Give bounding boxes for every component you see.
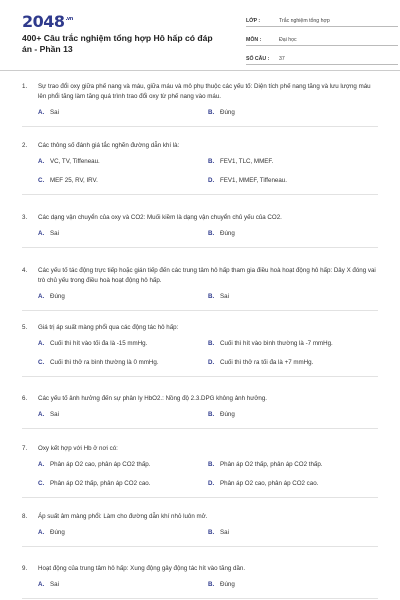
option-letter: B. [208, 230, 215, 238]
option-letter: B. [208, 158, 215, 166]
answer-options [22, 229, 378, 239]
question-text [22, 141, 378, 151]
option-letter: A. [38, 581, 45, 589]
question-number: 9. [22, 565, 28, 572]
option-text: VC, TV, Tiffeneau. [50, 158, 100, 166]
option-text: Cuối thì hít vào bình thường là -7 mmHg. [220, 340, 333, 348]
option-text: Đúng [50, 293, 65, 301]
question-body: Oxy kết hợp với Hb ở nơi có: [38, 445, 118, 452]
question-item [22, 266, 378, 311]
option-letter: D. [208, 359, 215, 367]
answer-options [22, 580, 378, 590]
answer-option[interactable] [38, 479, 208, 489]
answer-option[interactable] [38, 292, 208, 302]
question-body: Các thông số đánh giá tắc nghẽn đường dẫn khí là: [38, 142, 180, 149]
option-text: Sai [50, 109, 59, 117]
question-item [22, 444, 378, 498]
question-text [22, 266, 378, 286]
option-text: Đúng [220, 109, 235, 117]
question-body: Các yếu tố tác động trực tiếp hoặc gián tiếp đến các trung tâm hô hấp tham gia điều hoà hoạt động hô hấp: Dây X đóng vai trò chủ yếu trong điều hoà hoạt động hô hấp. [38, 267, 376, 285]
question-number: 4. [22, 267, 28, 274]
answer-option[interactable] [38, 460, 208, 470]
answer-option[interactable] [38, 528, 208, 538]
option-text: Sai [50, 581, 59, 589]
question-body: Hoạt động của trung tâm hô hấp: Xung động gây động tác hít vào tăng dần. [38, 565, 246, 572]
answer-option[interactable] [38, 358, 208, 368]
question-text [22, 82, 378, 102]
answer-option[interactable] [38, 176, 208, 186]
meta-row [246, 12, 398, 27]
option-text: Đúng [50, 529, 65, 537]
site-logo[interactable] [22, 12, 73, 31]
answer-option[interactable] [38, 410, 208, 420]
option-letter: C. [38, 480, 45, 488]
option-text: Phân áp O2 thấp, phân áp CO2 thấp. [220, 461, 323, 469]
option-text: MEF 25, RV, IRV. [50, 177, 98, 185]
question-text [22, 323, 378, 333]
question-body: Các dạng vận chuyển của oxy và CO2: Muối kiềm là dạng vận chuyển chủ yếu của CO2. [38, 214, 282, 221]
answer-option[interactable] [38, 157, 208, 167]
option-text: Phân áp O2 thấp, phân áp CO2 cao. [50, 480, 151, 488]
answer-option[interactable] [208, 528, 378, 538]
answer-options [22, 108, 378, 118]
page-header [22, 0, 378, 64]
question-item [22, 564, 378, 599]
option-letter: B. [208, 411, 215, 419]
option-text: Đúng [220, 581, 235, 589]
answer-options [22, 157, 378, 186]
option-text: Đúng [220, 411, 235, 419]
answer-option[interactable] [208, 580, 378, 590]
option-text: Sai [220, 293, 229, 301]
answer-options [22, 339, 378, 368]
logo-suffix: .vn [65, 16, 73, 22]
question-number: 3. [22, 214, 28, 221]
answer-option[interactable] [208, 176, 378, 186]
meta-label: LỚP : [246, 18, 261, 24]
option-text: Phân áp O2 cao, phân áp CO2 thấp. [50, 461, 151, 469]
question-text [22, 444, 378, 454]
question-item [22, 82, 378, 127]
option-letter: B. [208, 529, 215, 537]
option-letter: D. [208, 177, 215, 185]
question-body: Áp suất âm màng phổi: Làm cho đường dẫn khí nhỏ luôn mở. [38, 513, 208, 520]
option-letter: D. [208, 480, 215, 488]
meta-row [246, 31, 398, 46]
question-body: Giá trị áp suất màng phổi qua các động tác hô hấp: [38, 324, 179, 331]
question-number: 1. [22, 83, 28, 90]
meta-info [246, 12, 398, 69]
option-letter: B. [208, 581, 215, 589]
option-letter: C. [38, 359, 45, 367]
answer-option[interactable] [38, 229, 208, 239]
option-letter: B. [208, 340, 215, 348]
question-item [22, 512, 378, 547]
option-letter: A. [38, 158, 45, 166]
option-letter: A. [38, 529, 45, 537]
option-text: Cuối thì thở ra tối đa là +7 mmHg. [220, 359, 314, 367]
option-text: Sai [220, 529, 229, 537]
question-text [22, 564, 378, 574]
question-body: Các yếu tố ảnh hưởng đến sự phân ly HbO2.: Nồng độ 2.3.DPG không ảnh hưởng. [38, 395, 267, 402]
answer-options [22, 528, 378, 538]
answer-option[interactable] [208, 157, 378, 167]
logo-text: 2048 [22, 12, 65, 31]
option-text: Đúng [220, 230, 235, 238]
answer-option[interactable] [208, 108, 378, 118]
option-letter: A. [38, 461, 45, 469]
answer-options [22, 460, 378, 489]
meta-label: SỐ CÂU : [246, 56, 270, 62]
option-text: Phân áp O2 cao, phân áp CO2 cao. [220, 480, 319, 488]
option-letter: A. [38, 411, 45, 419]
option-letter: A. [38, 109, 45, 117]
meta-label: MÔN : [246, 37, 262, 43]
answer-option[interactable] [208, 292, 378, 302]
option-text: Sai [50, 411, 59, 419]
meta-row [246, 50, 398, 65]
question-body: Sự trao đổi oxy giữa phế nang và máu, giữa máu và mô phụ thuộc các yếu tố: Diện tích phế nang tăng và lưu lượng máu lên phổi tăng làm tăng quá trình trao đổi oxy từ phế nang vào máu. [38, 83, 371, 101]
meta-value: 37 [279, 56, 285, 62]
option-letter: C. [38, 177, 45, 185]
option-letter: A. [38, 340, 45, 348]
answer-options [22, 410, 378, 420]
option-text: Cuối thì hít vào tối đa là -15 mmHg. [50, 340, 148, 348]
option-letter: B. [208, 461, 215, 469]
option-letter: A. [38, 293, 45, 301]
question-number: 7. [22, 445, 28, 452]
meta-value: Đại học [279, 37, 297, 43]
question-item [22, 394, 378, 429]
question-number: 5. [22, 324, 28, 331]
question-item [22, 141, 378, 195]
question-number: 2. [22, 142, 28, 149]
question-number: 6. [22, 395, 28, 402]
question-text [22, 213, 378, 223]
option-letter: A. [38, 230, 45, 238]
option-letter: B. [208, 293, 215, 301]
answer-option[interactable] [208, 460, 378, 470]
option-letter: B. [208, 109, 215, 117]
question-item [22, 323, 378, 377]
answer-option[interactable] [208, 479, 378, 489]
answer-option[interactable] [208, 410, 378, 420]
answer-options [22, 292, 378, 302]
document-title: 400+ Câu trắc nghiệm tổng hợp Hô hấp có đáp án - Phần 13 [22, 33, 213, 54]
option-text: Cuối thì thở ra bình thường là 0 mmHg. [50, 359, 159, 367]
answer-option[interactable] [38, 339, 208, 349]
option-text: FEV1, MMEF, Tiffeneau. [220, 177, 287, 185]
option-text: Sai [50, 230, 59, 238]
answer-option[interactable] [208, 358, 378, 368]
question-text [22, 394, 378, 404]
question-item [22, 213, 378, 248]
answer-option[interactable] [38, 108, 208, 118]
answer-option[interactable] [208, 339, 378, 349]
option-text: FEV1, TLC, MMEF. [220, 158, 274, 166]
header-divider [0, 70, 400, 71]
question-text [22, 512, 378, 522]
answer-option[interactable] [38, 580, 208, 590]
question-number: 8. [22, 513, 28, 520]
answer-option[interactable] [208, 229, 378, 239]
meta-value: Trắc nghiệm tổng hợp [279, 18, 330, 24]
